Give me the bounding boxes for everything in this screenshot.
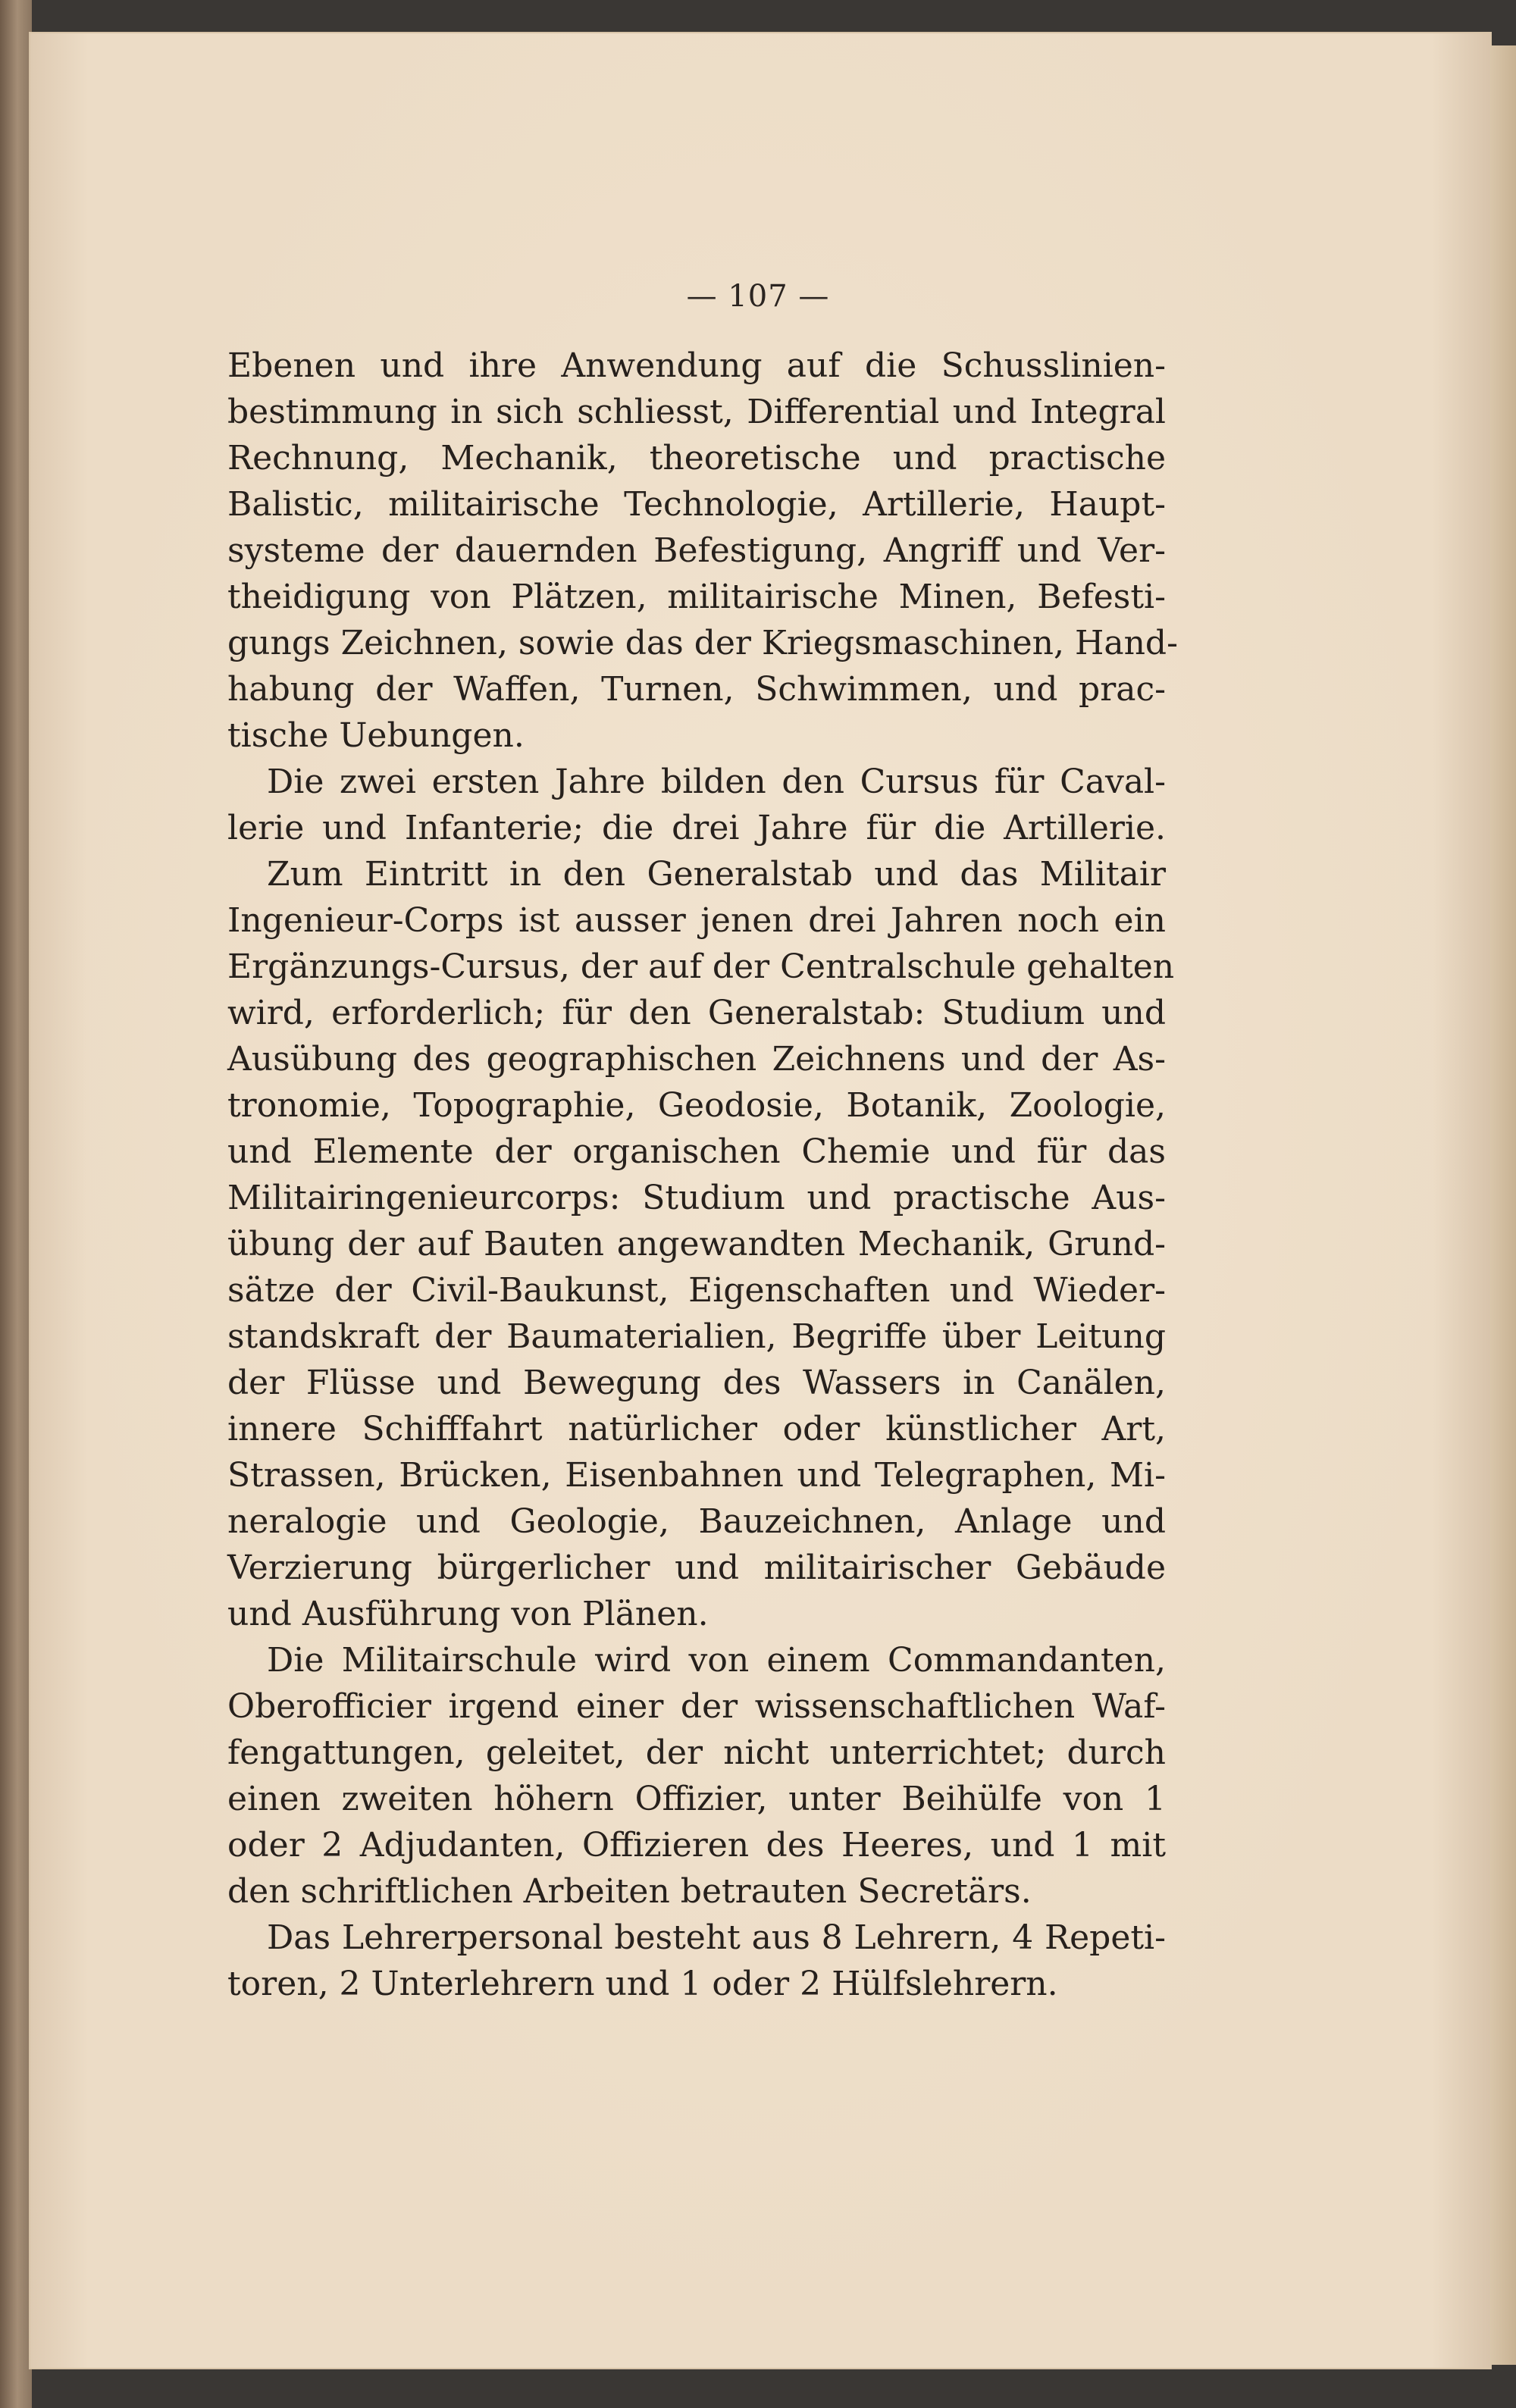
text-line: systeme der dauernden Befestigung, Angriff und Ver-: [227, 531, 1166, 570]
text-line: übung der auf Bauten angewandten Mechanik, Grund-: [227, 1225, 1166, 1263]
text-line: Balistic, militairische Technologie, Artillerie, Haupt-: [227, 485, 1166, 524]
text-line: toren, 2 Unterlehrern und 1 oder 2 Hülfslehrern.: [227, 1965, 1058, 2003]
text-line: wird, erforderlich; für den Generalstab: Studium und: [227, 994, 1166, 1032]
text-line: Zum Eintritt in den Generalstab und das Militair: [267, 855, 1166, 894]
text-line: bestimmung in sich schliesst, Differential und Integral: [227, 393, 1166, 431]
text-line: Ergänzungs-Cursus, der auf der Centralschule gehalten: [227, 947, 1175, 986]
text-line: standskraft der Baumaterialien, Begriffe über Leitung: [227, 1317, 1166, 1356]
text-line: tronomie, Topographie, Geodosie, Botanik, Zoologie,: [227, 1086, 1166, 1125]
text-line: sätze der Civil-Baukunst, Eigenschaften und Wieder-: [227, 1271, 1166, 1310]
book-spine-edge: [0, 0, 32, 2408]
page-number: — 107 —: [686, 279, 830, 314]
text-line: gungs Zeichnen, sowie das der Kriegsmaschinen, Hand-: [227, 624, 1178, 662]
text-line: Strassen, Brücken, Eisenbahnen und Telegraphen, Mi-: [227, 1456, 1166, 1495]
body-text: [227, 343, 1178, 2007]
text-line: oder 2 Adjudanten, Offizieren des Heeres, und 1 mit: [227, 1826, 1166, 1865]
text-line: und Ausführung von Plänen.: [227, 1595, 709, 1633]
text-line: Die zwei ersten Jahre bilden den Cursus für Caval-: [267, 762, 1166, 801]
page-edge: [1490, 45, 1516, 2365]
text-line: Rechnung, Mechanik, theoretische und practische: [227, 439, 1166, 478]
text-line: einen zweiten höhern Offizier, unter Beihülfe von 1: [227, 1780, 1166, 1818]
text-line: innere Schifffahrt natürlicher oder künstlicher Art,: [227, 1410, 1166, 1448]
text-line: fengattungen, geleitet, der nicht unterrichtet; durch: [227, 1733, 1166, 1772]
text-line: Ausübung des geographischen Zeichnens und der As-: [227, 1040, 1166, 1079]
text-line: Ingenieur-Corps ist ausser jenen drei Jahren noch ein: [227, 901, 1166, 940]
text-line: der Flüsse und Bewegung des Wassers in Canälen,: [227, 1364, 1166, 1402]
text-line: Die Militairschule wird von einem Commandanten,: [267, 1641, 1166, 1680]
text-line: und Elemente der organischen Chemie und für das: [227, 1132, 1166, 1171]
text-line: lerie und Infanterie; die drei Jahre für die Artillerie.: [227, 809, 1166, 847]
text-line: theidigung von Plätzen, militairische Minen, Befesti-: [227, 578, 1166, 616]
text-line: Ebenen und ihre Anwendung auf die Schusslinien-: [227, 346, 1166, 385]
text-line: neralogie und Geologie, Bauzeichnen, Anlage und: [227, 1502, 1166, 1541]
text-line: den schriftlichen Arbeiten betrauten Secretärs.: [227, 1872, 1032, 1911]
text-line: Oberofficier irgend einer der wissenschaftlichen Waf-: [227, 1687, 1166, 1726]
text-line: Verzierung bürgerlicher und militairischer Gebäude: [227, 1548, 1166, 1587]
text-line: Militairingenieurcorps: Studium und practische Aus-: [227, 1179, 1166, 1217]
text-line: Das Lehrerpersonal besteht aus 8 Lehrern, 4 Repeti-: [267, 1918, 1166, 1957]
text-line: habung der Waffen, Turnen, Schwimmen, und prac-: [227, 670, 1166, 709]
text-line: tische Uebungen.: [227, 716, 525, 755]
